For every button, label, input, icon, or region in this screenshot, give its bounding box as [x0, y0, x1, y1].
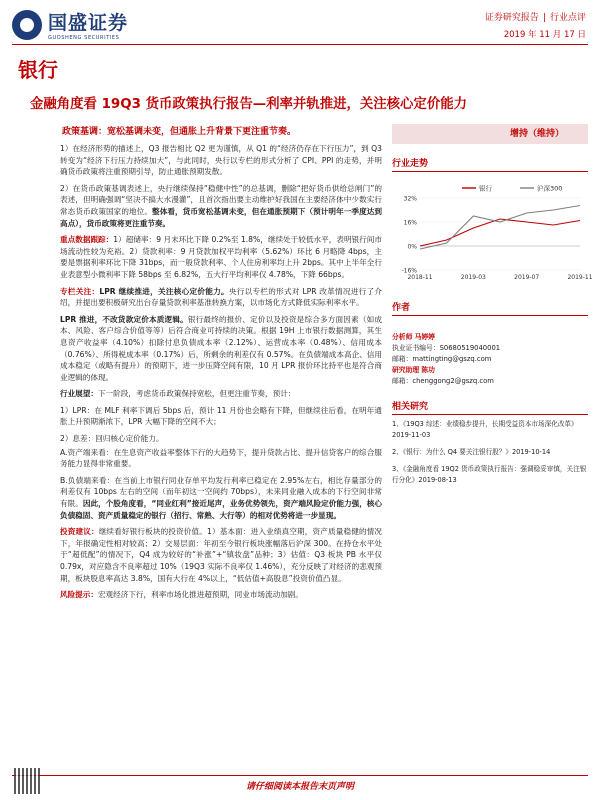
trend-heading: 行业走势	[392, 159, 429, 169]
y-tick-label: 0%	[407, 243, 417, 251]
para-outlook-1: 1）LPR：在 MLF 利率下调后 5bps 后，预计 11 月份也会略有下降，但继续往后看，在明年通胀上升预期渐浓下，LPR 大幅下降的空间不大；	[60, 405, 382, 427]
report-subtitle: 政策基调：宽松基调未变，但通胀上升背景下更注重节奏。	[62, 127, 297, 137]
related-divider	[392, 414, 588, 415]
rating-badge: 增持（维持）	[392, 124, 588, 144]
x-tick-label: 2019-03	[460, 274, 486, 281]
legend-label: 银行	[479, 184, 492, 193]
related-report-item[interactable]: 2、《银行：为什么 Q4 要关注银行股？》2019-10-14	[392, 448, 551, 456]
y-tick-label: 32%	[403, 195, 417, 203]
sector-title: 银行	[18, 58, 58, 82]
author-heading: 作者	[392, 303, 411, 313]
report-category: 证券研究报告 | 行业点评	[484, 13, 586, 23]
page-header	[0, 0, 600, 56]
report-date: 2019 年 11 月 17 日	[503, 30, 586, 40]
logo-name: 国盛证券	[48, 12, 129, 34]
logo-english: GUOSHENG SECURITIES	[48, 35, 120, 41]
x-tick-label: 2019-07	[514, 274, 540, 281]
y-tick-label: -16%	[401, 267, 417, 275]
main-body	[60, 143, 382, 606]
related-reports	[392, 419, 588, 486]
logo-mark-icon	[12, 10, 42, 40]
report-title: 金融角度看 19Q3 货币政策执行报告—利率并轨推进，关注核心定价能力	[30, 97, 467, 112]
para-invest: 投资建议：继续看好银行板块的投资价值。1）基本面：进入业绩真空期，资产质量稳健的情况下，年报确定性相对较高；2）交易层面：年初至今银行板块涨幅落后沪深 300。在持仓水平处于“超低配”的情况下，Q4 成为较好的“补涨”+“镇妆盘”品种；3）估值：Q3 板块 PB 水平仅 0.79x，对应隐含不良率超过 10%（19Q3 实际不良率仅 1.46%），充分反映了对经济的悲观预期，板块股息率高达 3.8%，国有大行在 4%以上，“低估值+高股息”投资价值凸显。	[60, 527, 383, 583]
y-tick-label: 16%	[403, 219, 417, 227]
related-heading: 相关研究	[392, 402, 429, 412]
x-tick-label: 2018-11	[407, 274, 433, 281]
sidebar	[392, 124, 593, 492]
para-policy: 2）在货币政策基调表述上，央行继续保持“稳健中性”的总基调，删除“把好货币供给总闸门”的表述，但明确强调“坚决不搞大水漫灌”，且首次指出要主动维护好我国在主要经济体中少数实行常态货币政策国家的地位。整体看，货币宽松基调未变，但在通胀预期下（预计明年一季度达到高点），货币政策将更注重节奏。	[60, 183, 383, 228]
para-outlook-a: A.资产端来看：在生息资产收益率整体下行的大趋势下，提升贷款占比、提升信贷客户的综合服务能力显得非常重要。	[60, 447, 382, 469]
author-divider	[392, 315, 588, 316]
author-block: 分析师 马婷婷 执业证书编号：S0680519040001 邮箱：mattingting@gszq.com 研究助理 陈功 邮箱：chenggong2@gszq.com	[392, 333, 501, 385]
series-line-csi300	[420, 206, 580, 250]
para-outlook-b: B.负债端来看：在当前上市银行同业存单平均发行利率已稳定在 2.95%左右，相比存量部分的利差仅有 10bps 左右的空间（而年初这一空间约 70bps），未来同业融入成本的下行空间非常有限。因此，个股角度看，“同业红利”接近尾声，业务优势领先，资产端风险定价能力强，核心负债稳固、资产质量稳定的银行（招行、常熟、大行等）的相对优势将进一步显现。	[60, 475, 383, 520]
para-outlook: 行业展望：下一阶段，考虑货币政策保持宽松，但更注重节奏，预计：	[60, 389, 296, 399]
company-logo	[12, 8, 128, 41]
footer-disclaimer: 请仔细阅读本报告末页声明	[245, 782, 354, 792]
header-divider	[12, 44, 588, 45]
series-line-bank	[420, 219, 580, 246]
trend-chart	[392, 180, 593, 284]
footer-divider	[12, 775, 588, 776]
para-lpr: LPR 推进，不改货款定价本质逻辑。银行最终的报价、定价以及投资是综合多方面因素（如成本、风险、客户综合价值等等）后符合商业可持续的决策。根据 19H 上市银行数据测算，其生息资产收益率（4.10%）扣除付息负债成本率（2.12%）、运营成本率（0.48%）、信用成本（0.76%）、所得税成本率（0.17%）后，所剩余的利差仅有 0.57%。在负债端成本高企、信用成本稳定（或略有提升）的预期下，进一步压降空间有限，10 月 LPR 报价环比持平也是符合商业逻辑的体现。	[60, 314, 382, 382]
legend-label: 沪深300	[537, 184, 563, 193]
para-data: 重点数据跟踪：1）超储率：9 月末环比下降 0.2%至 1.8%，继续处于较低水平，表明银行间市场流动性较为充裕。2）贷款利率：9 月贷款加权平均利率（5.62%）环比 6 月略降 4bps，主要是票据利率环比下降 31bps，而一般贷款利率、个人住房利率均上升 2bps。其中上半年全行业表意型小微利率下降 58bps 至 6.82%，五大行平均利率仅 4.78%，下降 66bps。	[60, 235, 382, 279]
para-column: 专栏关注：LPR 继续推进，关注核心定价能力。央行以专栏的形式对 LPR 改革情况进行了介绍，并提出要积极研究出台存量贷款利率基准转换方案，以市场化方式降低实际利率水平。	[60, 286, 382, 308]
para-risk: 风险提示：宏观经济下行，利率市场化推进超预期，同业市场流动加剧。	[60, 590, 303, 600]
trend-divider	[392, 171, 588, 172]
para-economy: 1）在经济形势的描述上，Q3 报告相比 Q2 更为谨慎，从 Q1 的“经济仍存在下行压力”，到 Q3 转变为“经济下行压力持续加大”，与此同时，央行以专栏的形式分析了 CPI、PPI 的走势，并明确货币政策将注重预期引导，防止通胀预期发散。	[60, 144, 382, 177]
x-tick-label: 2019-11	[567, 274, 593, 281]
related-report-item[interactable]: 3、《金融角度看 19Q2 货币政策执行报告：强调稳妥审慎，关注银行分化》2019-08-13	[392, 465, 587, 484]
para-outlook-2: 2）息差：回归核心定价能力。	[60, 434, 164, 444]
related-report-item[interactable]: 1、《19Q3 综述：业绩稳步提升，长期受益资本市场深化改革》2019-11-03	[392, 420, 578, 439]
